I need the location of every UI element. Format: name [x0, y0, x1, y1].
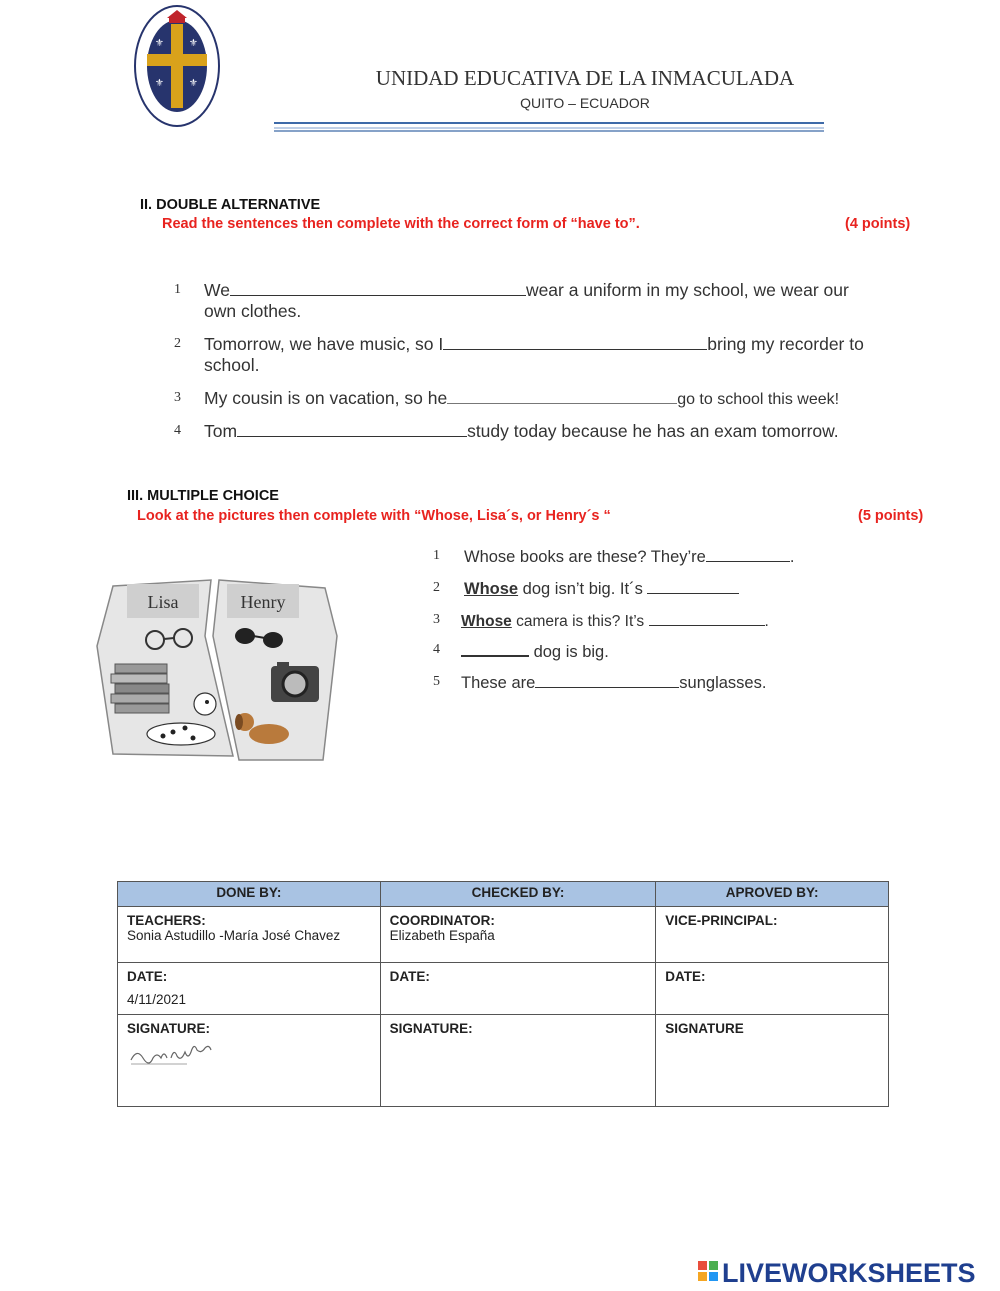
table-row [118, 907, 889, 963]
list-item: Tomorrow, we have music, so I bring my recorder to [204, 334, 864, 354]
list-item-continued: school. [204, 355, 260, 375]
date-cell: DATE: [656, 963, 889, 1015]
list-item: We wear a uniform in my school, we wear our [204, 280, 849, 300]
signature-cell: SIGNATURE: [118, 1015, 381, 1107]
svg-text:⚜: ⚜ [155, 38, 164, 49]
signature-cell: SIGNATURE: [380, 1015, 656, 1107]
handwritten-signature [127, 1042, 227, 1068]
books-icon [111, 664, 169, 713]
list-item: Tom study today because he has an exam tomorrow. [204, 421, 839, 441]
section3-title: III. MULTIPLE CHOICE [127, 488, 279, 504]
table-row [118, 1015, 889, 1107]
item-number: 4 [174, 423, 181, 438]
table-row [118, 963, 889, 1015]
svg-text:LIVEWORKSHEETS: LIVEWORKSHEETS [722, 1258, 976, 1286]
answer-blank[interactable] [443, 333, 707, 350]
item-number: 3 [174, 390, 181, 405]
lisa-henry-picture [93, 576, 343, 766]
list-item: dog is big. [461, 639, 609, 662]
answer-blank[interactable] [447, 387, 677, 404]
section2-instruction: Read the sentences then complete with the correct form of “have to”. [162, 216, 640, 232]
answer-blank[interactable] [230, 279, 526, 296]
list-item: Whose books are these? They’re . [464, 545, 794, 567]
header-checked-by: CHECKED BY: [380, 882, 656, 907]
answer-blank[interactable] [649, 609, 765, 626]
table-header-row [118, 882, 889, 907]
svg-text:⚜: ⚜ [189, 38, 198, 49]
section3-points: (5 points) [858, 508, 924, 524]
answer-blank[interactable] [535, 671, 679, 688]
section2-points: (4 points) [845, 216, 911, 232]
svg-text:⚜: ⚜ [189, 78, 198, 89]
coordinator-cell: COORDINATOR: Elizabeth España [380, 907, 656, 963]
item-number: 4 [433, 642, 440, 657]
header-approved-by: APROVED BY: [656, 882, 889, 907]
header-done-by: DONE BY: [118, 882, 381, 907]
list-item: Whose camera is this? It’s . [461, 609, 769, 631]
school-crest-logo [133, 4, 221, 128]
school-name: UNIDAD EDUCATIVA DE LA INMACULADA [375, 66, 795, 90]
henry-label: Henry [240, 592, 286, 612]
item-number: 5 [433, 674, 440, 689]
item-number: 1 [433, 548, 440, 563]
school-city: QUITO – ECUADOR [520, 95, 650, 111]
approval-table [117, 881, 889, 1107]
item-number: 2 [433, 580, 440, 595]
teachers-cell: TEACHERS: Sonia Astudillo -María José Chavez [118, 907, 381, 963]
list-item: These are sunglasses. [461, 671, 766, 693]
item-number: 2 [174, 336, 181, 351]
answer-blank[interactable] [237, 420, 467, 437]
answer-blank[interactable] [461, 639, 529, 657]
answer-blank[interactable] [706, 545, 790, 562]
header-divider [274, 121, 824, 133]
section2-title: II. DOUBLE ALTERNATIVE [140, 197, 321, 213]
list-item-continued: own clothes. [204, 301, 302, 321]
date-cell: DATE: [380, 963, 656, 1015]
lisa-label: Lisa [147, 592, 179, 612]
section3-instruction: Look at the pictures then complete with “Whose, Lisa´s, or Henry´s “ [137, 508, 611, 524]
camera-icon [271, 662, 319, 702]
vice-principal-cell: VICE-PRINCIPAL: [656, 907, 889, 963]
liveworksheets-logo [698, 1258, 993, 1286]
list-item: My cousin is on vacation, so he go to school this week! [204, 388, 840, 408]
list-item: Whose dog isn’t big. It´s [464, 577, 739, 599]
svg-text:⚜: ⚜ [155, 78, 164, 89]
item-number: 1 [174, 282, 181, 297]
item-number: 3 [433, 612, 440, 627]
signature-cell: SIGNATURE [656, 1015, 889, 1107]
answer-blank[interactable] [647, 577, 739, 594]
date-cell: DATE: 4/11/2021 [118, 963, 381, 1015]
